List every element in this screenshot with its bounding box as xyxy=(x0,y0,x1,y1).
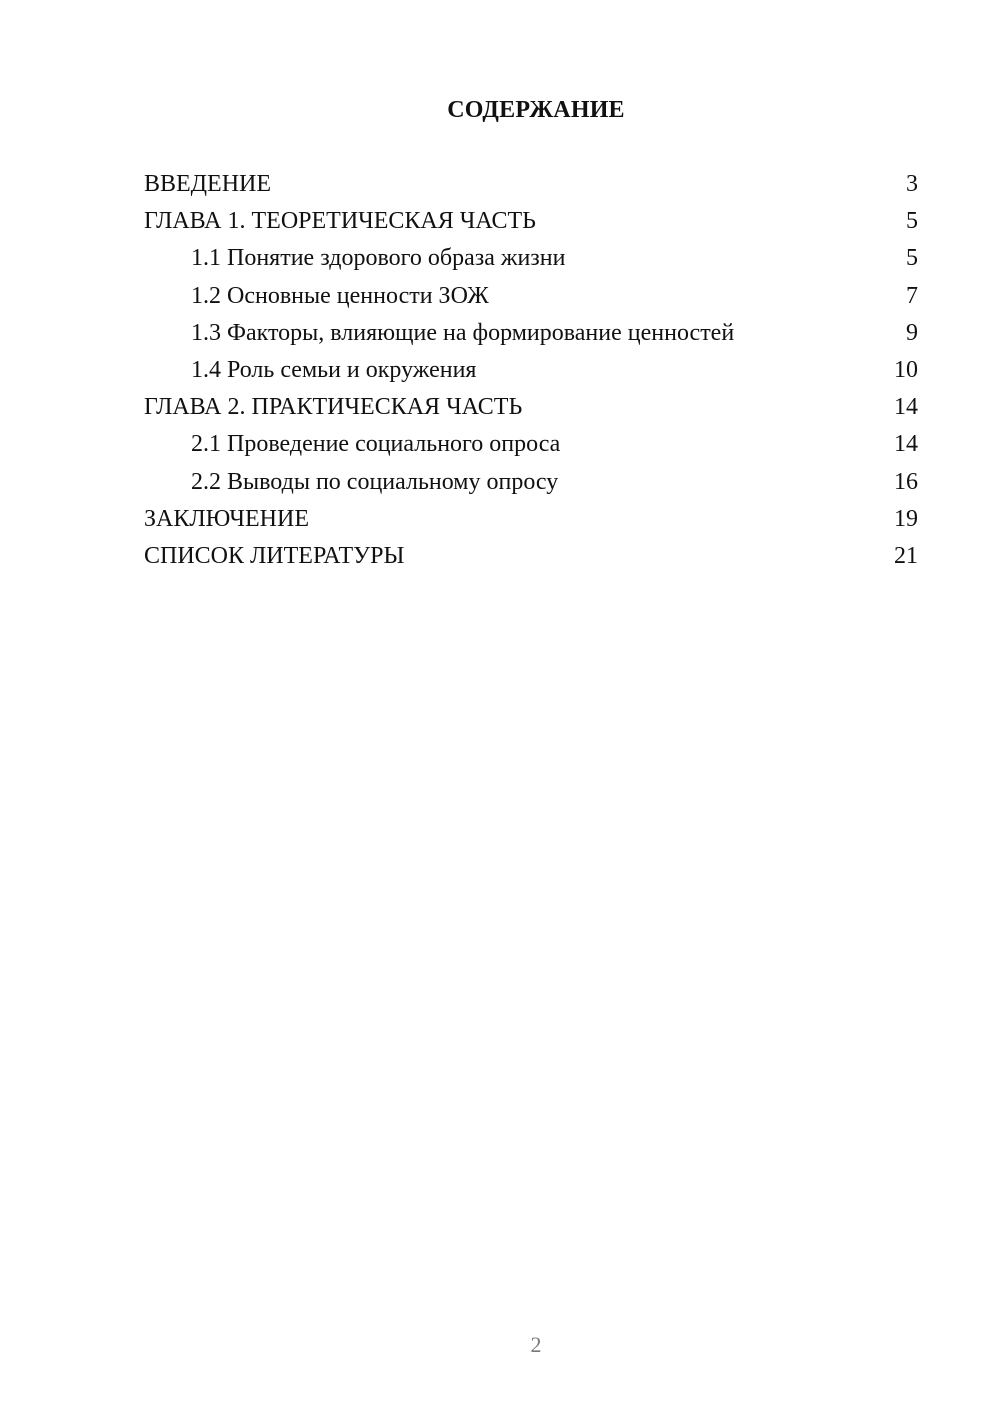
toc-entry-text: 1.1 Понятие здорового образа жизни xyxy=(191,245,566,272)
toc-entry-section-1-4 xyxy=(144,352,918,389)
toc-entry-text: СПИСОК ЛИТЕРАТУРЫ xyxy=(144,542,405,569)
toc-entry-page: 7 xyxy=(906,282,918,309)
toc-entry-section-2-1 xyxy=(144,426,918,463)
table-of-contents xyxy=(144,166,918,575)
toc-entry-page: 5 xyxy=(906,208,918,235)
page-number: 2 xyxy=(530,1332,542,1357)
toc-entry-text: 1.3 Факторы, влияющие на формирование ценностей xyxy=(191,319,735,346)
toc-entry-section-1-2 xyxy=(144,278,918,315)
toc-entry-text: ЗАКЛЮЧЕНИЕ xyxy=(144,505,309,532)
toc-entry-text: 2.1 Проведение социального опроса xyxy=(191,431,561,458)
toc-entry-page: 19 xyxy=(894,505,918,532)
toc-entry-page: 10 xyxy=(894,356,918,383)
toc-entry-page: 3 xyxy=(906,171,918,197)
toc-entry-conclusion xyxy=(144,501,918,538)
toc-entry-references xyxy=(144,538,918,575)
toc-entry-page: 14 xyxy=(894,394,918,421)
toc-entry-page: 14 xyxy=(894,431,918,458)
toc-entry-text: 2.2 Выводы по социальному опросу xyxy=(191,468,559,495)
toc-title: СОДЕРЖАНИЕ xyxy=(447,97,625,123)
toc-entry-text: ГЛАВА 2. ПРАКТИЧЕСКАЯ ЧАСТЬ xyxy=(144,394,523,421)
toc-entry-page: 5 xyxy=(906,245,918,272)
toc-entry-text: ГЛАВА 1. ТЕОРЕТИЧЕСКАЯ ЧАСТЬ xyxy=(144,208,536,235)
toc-entry-text: ВВЕДЕНИЕ xyxy=(144,171,272,197)
toc-entry-text: 1.4 Роль семьи и окружения xyxy=(191,356,477,383)
toc-entry-page: 9 xyxy=(906,319,918,346)
toc-entry-introduction xyxy=(144,166,918,203)
toc-entry-section-2-2 xyxy=(144,464,918,501)
toc-entry-chapter-1 xyxy=(144,203,918,240)
toc-entry-section-1-1 xyxy=(144,240,918,277)
toc-entry-chapter-2 xyxy=(144,389,918,426)
toc-entry-page: 16 xyxy=(894,468,918,495)
toc-entry-page: 21 xyxy=(894,542,918,569)
toc-entry-text: 1.2 Основные ценности ЗОЖ xyxy=(191,282,489,309)
toc-entry-section-1-3 xyxy=(144,315,918,352)
